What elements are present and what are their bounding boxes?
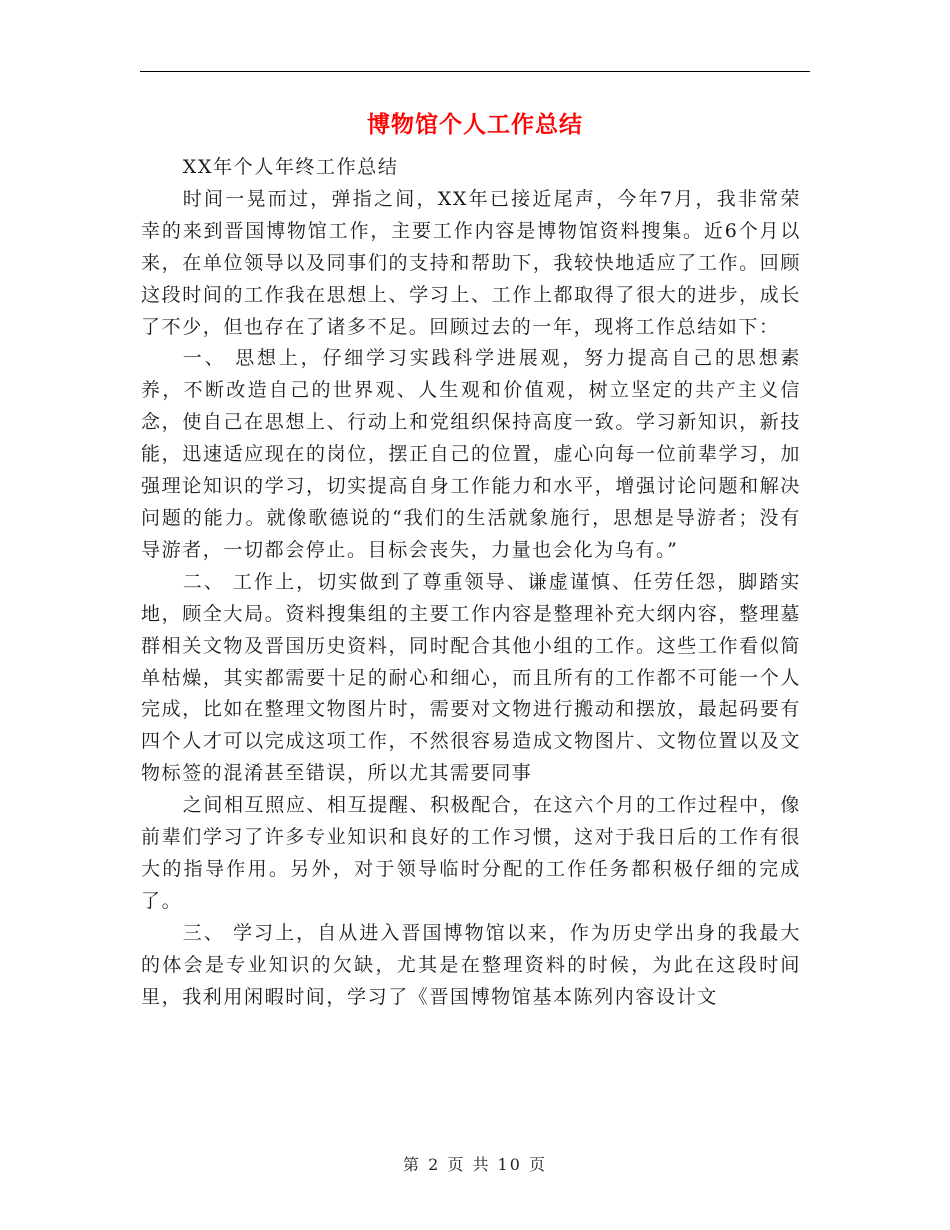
document-body [141, 152, 801, 1013]
subtitle-paragraph: XX年个人年终工作总结 [182, 156, 399, 178]
header-rule [140, 71, 810, 72]
intro-paragraph: 时间一晃而过，弹指之间，XX年已接近尾声，今年7月，我非常荣幸的来到晋国博物馆工作，主要工作内容是博物馆资料搜集。近6个月以来，在单位领导以及同事们的支持和帮助下，我较快地适应了工作。回顾这段时间的工作我在思想上、学习上、工作上都取得了很大的进步，成长了不少，但也存在了诸多不足。回顾过去的一年，现将工作总结如下： [141, 187, 801, 338]
section-3-paragraph: 三、 学习上，自从进入晋国博物馆以来，作为历史学出身的我最大的体会是专业知识的欠缺，尤其是在整理资料的时候，为此在这段时间里，我利用闲暇时间，学习了《晋国博物馆基本陈列内容设计文 [141, 921, 801, 1008]
section-2-continued-paragraph: 之间相互照应、相互提醒、积极配合，在这六个月的工作过程中，像前辈们学习了许多专业知识和良好的工作习惯，这对于我日后的工作有很大的指导作用。另外，对于领导临时分配的工作任务都积极仔细的完成了。 [141, 794, 801, 912]
section-1-paragraph: 一、 思想上，仔细学习实践科学进展观，努力提高自己的思想素养，不断改造自己的世界观、人生观和价值观，树立坚定的共产主义信念，使自己在思想上、行动上和党组织保持高度一致。学习新知识，新技能，迅速适应现在的岗位，摆正自己的位置，虚心向每一位前辈学习，加强理论知识的学习，切实提高自身工作能力和水平，增强讨论问题和解决问题的能力。就像歌德说的“我们的生活就象施行，思想是导游者；没有导游者，一切都会停止。目标会丧失，力量也会化为乌有。” [141, 347, 801, 561]
section-2-paragraph: 二、 工作上，切实做到了尊重领导、谦虚谨慎、任劳任怨，脚踏实地，顾全大局。资料搜集组的主要工作内容是整理补充大纲内容，整理墓群相关文物及晋国历史资料，同时配合其他小组的工作。这些工作看似简单枯燥，其实都需要十足的耐心和细心，而且所有的工作都不可能一个人完成，比如在整理文物图片时，需要对文物进行搬动和摆放，最起码要有四个人才可以完成这项工作，不然很容易造成文物图片、文物位置以及文物标签的混淆甚至错误，所以尤其需要同事 [141, 570, 801, 785]
document-title: 博物馆个人工作总结 [367, 111, 583, 138]
page-number: 第 2 页 共 10 页 [403, 1155, 547, 1174]
